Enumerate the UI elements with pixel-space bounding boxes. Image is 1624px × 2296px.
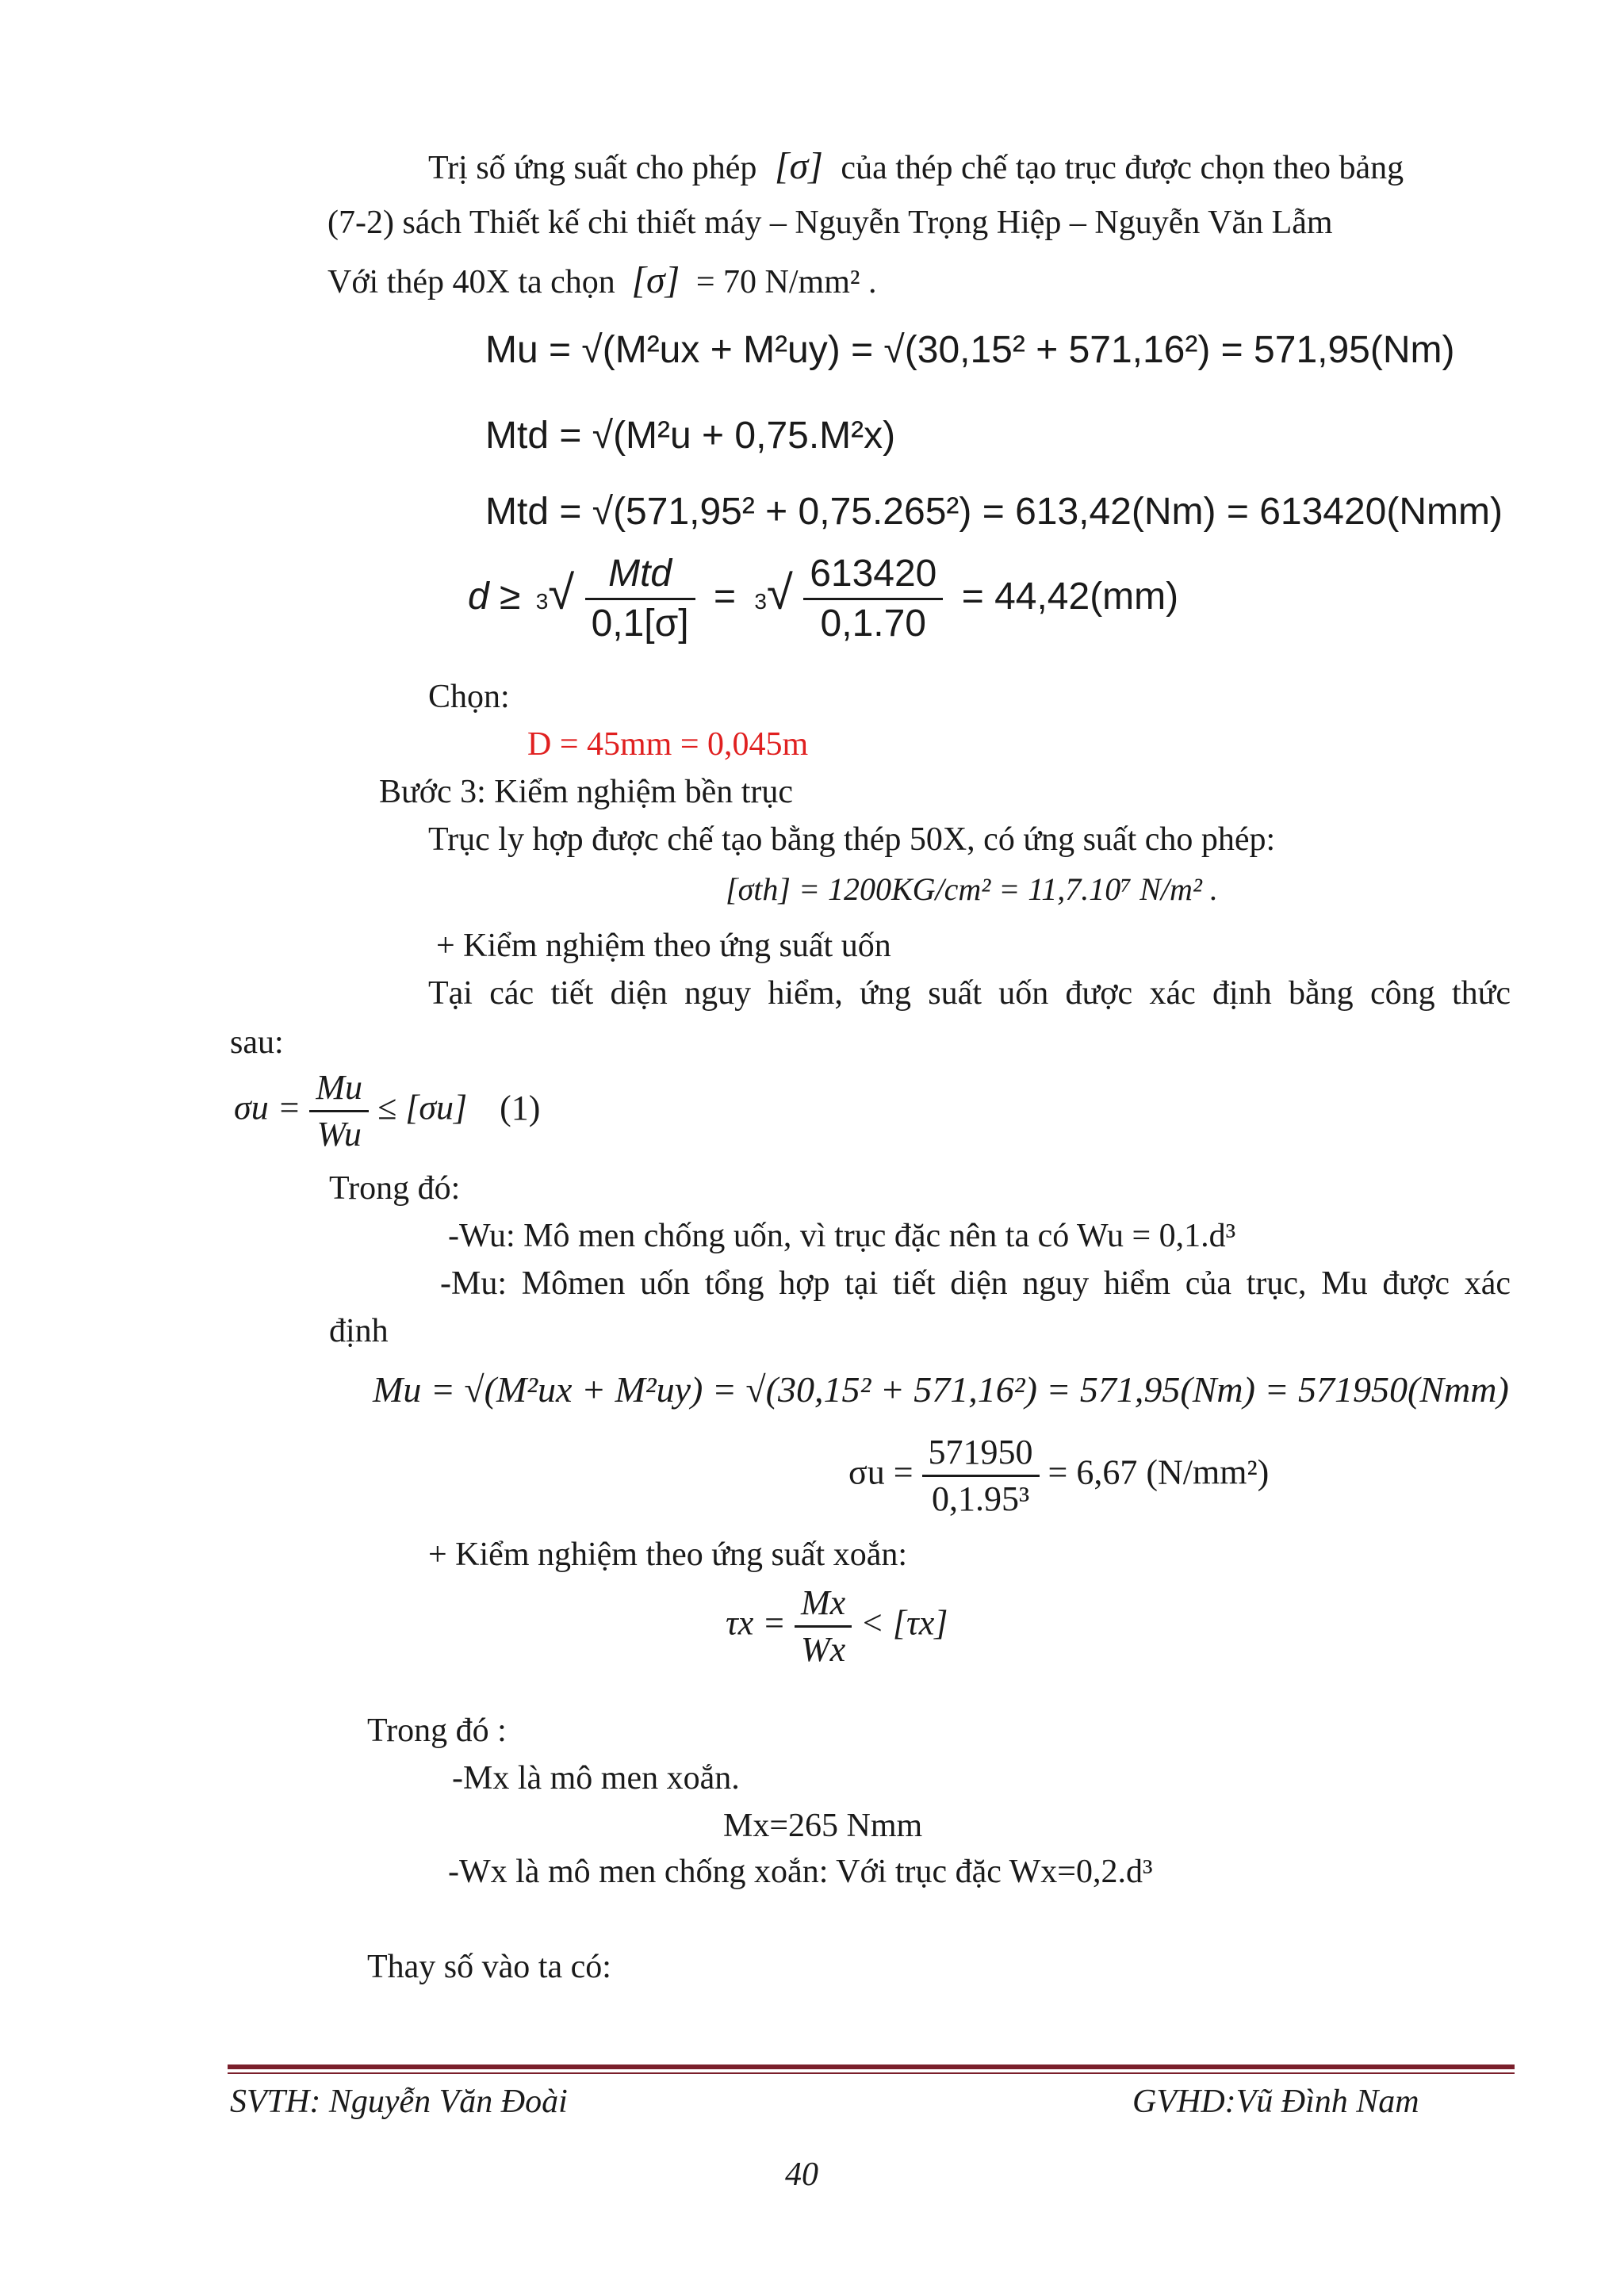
equation-number: (1) [500,1088,541,1127]
chon-label: Chọn: [428,679,510,715]
trong-do-2: Trong đó : [367,1712,507,1749]
sigma-symbol: [σ] [774,145,823,187]
formula-mtd: Mtd = √(M²u + 0,75.M²x) [485,415,896,457]
bending-check-heading: + Kiểm nghiệm theo ứng suất uốn [436,928,891,964]
lhs: σu = [848,1452,914,1492]
para1-line2: (7-2) sách Thiết kế chi thiết máy – Nguyễn Trọng Hiệp – Nguyễn Văn Lẫm [327,205,1333,241]
text-fragment: = 70 N/mm² . [695,264,877,300]
thay-so-line: Thay số vào ta có: [367,1949,611,1985]
root-symbol: √ [548,566,575,620]
fraction [803,555,943,643]
formula-sigma-u-calc [848,1435,1269,1517]
mx-value: Mx=265 Nmm [723,1808,923,1844]
formula-mu-2: Mu = √(M²ux + M²uy) = √(30,15² + 571,16²) = 571,95(Nm) = 571950(Nmm) [373,1369,1509,1410]
formula-sigma-u [234,1070,540,1152]
numerator: Mu [309,1070,369,1112]
numerator: Mx [795,1586,852,1628]
denominator: Wx [800,1630,846,1669]
page-number: 40 [785,2156,818,2193]
bending-text-line2: sau: [230,1024,284,1061]
sigma-th-formula: [σth] = 1200KG/cm² = 11,7.10⁷ N/m² . [726,871,1218,907]
footer-rule-thin [228,2072,1515,2074]
d-lhs: d ≥ [468,576,521,618]
text-fragment: Với thép 40X ta chọn [327,264,615,300]
chon-value: D = 45mm = 0,045m [527,726,809,763]
formula-tau [726,1583,948,1669]
step3-heading: Bước 3: Kiểm nghiệm bền trục [379,774,794,810]
rhs: < [τx] [860,1603,948,1643]
wx-definition: -Wx là mô men chống xoắn: Với trục đặc Wx=0,2.d³ [448,1854,1153,1890]
lhs: τx = [726,1603,786,1643]
denominator: Wu [316,1115,362,1154]
cube-root-index: 3 [754,589,767,614]
lhs: σu = [234,1088,301,1127]
numerator: 571950 [922,1435,1040,1477]
rhs: ≤ [σu] [377,1088,468,1127]
equals-sign: = [713,576,736,618]
denominator: 0,1.70 [820,603,926,645]
formula-mu: Mu = √(M²ux + M²uy) = √(30,15² + 571,16²) = 571,95(Nm) [485,329,1455,371]
torsion-check-heading: + Kiểm nghiệm theo ứng suất xoắn: [428,1536,908,1573]
rhs: = 6,67 (N/mm²) [1048,1452,1270,1492]
footer-student: SVTH: Nguyễn Văn Đoài [230,2084,568,2120]
result: = 44,42(mm) [961,576,1179,618]
text-fragment: của thép chế tạo trục được chọn theo bảng [841,150,1404,186]
wu-definition: -Wu: Mô men chống uốn, vì trục đặc nên ta có Wu = 0,1.d³ [448,1218,1236,1254]
sigma-symbol: [σ] [631,259,680,301]
root-symbol: √ [766,566,793,620]
fraction [922,1435,1040,1517]
denominator: 0,1.95³ [931,1479,1030,1518]
mu-definition-line1: -Mu: Mômen uốn tổng hợp tại tiết diện nguy hiểm của trục, Mu được xác [440,1265,1511,1302]
denominator: 0,1[σ] [591,603,689,645]
mx-definition: -Mx là mô men xoắn. [452,1760,740,1797]
material-line: Trục ly hợp được chế tạo bằng thép 50X, có ứng suất cho phép: [428,821,1276,858]
numerator: Mtd [585,555,695,600]
formula-mtd-value: Mtd = √(571,95² + 0,75.265²) = 613,42(Nm) = 613420(Nmm) [485,491,1503,533]
fraction [309,1070,369,1152]
fraction [585,555,695,643]
bending-text-line1: Tại các tiết diện nguy hiểm, ứng suất uốn được xác định bằng công thức [428,975,1511,1012]
formula-d [468,555,1178,643]
para1-line1 [428,147,1511,186]
footer-advisor: GVHD:Vũ Đình Nam [1132,2084,1419,2120]
cube-root-index: 3 [535,589,549,614]
para1-line3 [327,259,877,301]
trong-do-1: Trong đó: [329,1170,461,1207]
mu-definition-line2: định [329,1313,389,1349]
footer-rule-thick [228,2064,1515,2069]
numerator: 613420 [803,555,943,600]
text-fragment: Trị số ứng suất cho phép [428,150,757,186]
fraction [795,1583,852,1669]
